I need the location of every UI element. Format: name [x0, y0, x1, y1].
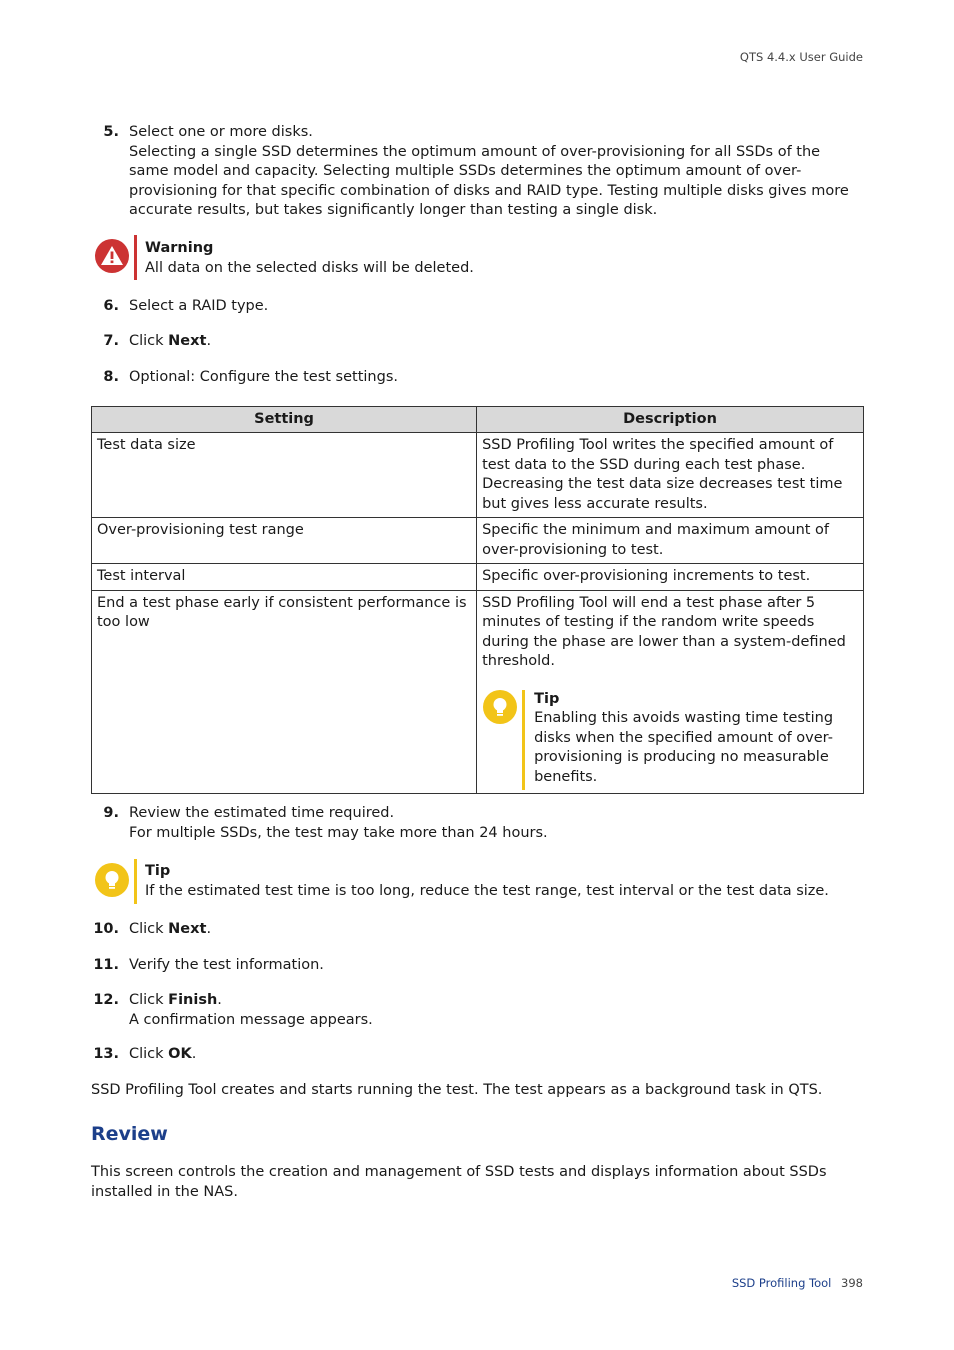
- footer-section-name: SSD Profiling Tool: [731, 1276, 832, 1290]
- tip-note-inline: [482, 690, 858, 790]
- step-description: Selecting a single SSD determines the optimum amount of over-provisioning for all SSDs of the same model and capacity. Selecting multiple SSDs determines the optimum amount of over-provisioning for that specific combination of disks and RAID type. Testing multiple disks gives more accurate results, but takes significantly longer than testing a single disk.: [129, 143, 849, 218]
- step-text-end: .: [206, 921, 212, 937]
- closing-paragraph: SSD Profiling Tool creates and starts running the test. The test appears as a background task in QTS.: [91, 1082, 823, 1098]
- step-text: Click: [129, 1046, 169, 1062]
- tip-bar: [522, 690, 525, 790]
- step-11: [91, 956, 863, 976]
- description-cell: Specific over-provisioning increments to test.: [477, 564, 864, 591]
- step-text: Optional: Configure the test settings.: [129, 369, 398, 385]
- table-header-row: [92, 407, 864, 433]
- page-footer: [732, 1276, 863, 1290]
- lightbulb-icon: [95, 863, 129, 897]
- running-header: QTS 4.4.x User Guide: [739, 50, 863, 64]
- step-6: [91, 297, 863, 317]
- step-7: [91, 332, 863, 352]
- step-text-end: .: [191, 1046, 197, 1062]
- tip-title: Tip: [534, 690, 560, 707]
- table-row: [92, 564, 864, 591]
- ui-label-next: Next: [168, 333, 207, 349]
- step-13: [91, 1045, 863, 1065]
- step-number: 8.: [103, 369, 119, 385]
- table-row: [92, 433, 864, 518]
- ui-label-next: Next: [168, 921, 207, 937]
- page-number: 398: [841, 1276, 863, 1290]
- step-number: 12.: [93, 992, 119, 1008]
- tip-text: Enabling this avoids wasting time testing disks when the specified amount of over-provisioning is producing no measurable benefits.: [534, 710, 834, 785]
- column-header-description: Description: [477, 407, 864, 433]
- step-text-end: .: [206, 333, 212, 349]
- tip-title: Tip: [145, 863, 171, 879]
- step-number: 13.: [93, 1046, 119, 1062]
- tip-note: [91, 859, 863, 904]
- tip-text: If the estimated test time is too long, reduce the test range, test interval or the test data size.: [145, 882, 829, 899]
- warning-note: [91, 235, 863, 280]
- description-cell: Specific the minimum and maximum amount of over-provisioning to test.: [477, 518, 864, 564]
- step-text: Click: [129, 992, 169, 1008]
- description-cell: [477, 590, 864, 793]
- tip-bar: [134, 859, 137, 904]
- review-paragraph: This screen controls the creation and management of SSD tests and displays information about SSDs installed in the NAS.: [91, 1164, 827, 1200]
- settings-table: [91, 406, 864, 794]
- step-number: 10.: [93, 921, 119, 937]
- setting-cell: Over-provisioning test range: [92, 518, 477, 564]
- column-header-setting: Setting: [92, 407, 477, 433]
- lightbulb-icon: [483, 690, 517, 724]
- step-9: [91, 804, 863, 843]
- step-number: 7.: [103, 333, 119, 349]
- table-row: [92, 518, 864, 564]
- step-text: Verify the test information.: [129, 957, 324, 973]
- step-number: 6.: [103, 298, 119, 314]
- setting-cell: Test data size: [92, 433, 477, 518]
- step-12: [91, 991, 863, 1030]
- step-text: Select a RAID type.: [129, 298, 269, 314]
- step-8: [91, 368, 863, 388]
- section-heading-review: Review: [91, 1123, 168, 1145]
- description-cell: SSD Profiling Tool writes the specified amount of test data to the SSD during each test phase. Decreasing the test data size decreases test time but gives less accurate results.: [477, 433, 864, 518]
- warning-text: All data on the selected disks will be deleted.: [145, 259, 474, 276]
- step-title: Review the estimated time required.: [129, 805, 395, 821]
- step-number: 5.: [103, 124, 119, 140]
- setting-cell: Test interval: [92, 564, 477, 591]
- ui-label-ok: OK: [168, 1046, 192, 1062]
- step-description: A confirmation message appears.: [129, 1011, 373, 1028]
- step-text-end: .: [217, 992, 222, 1008]
- step-title: Select one or more disks.: [129, 124, 313, 140]
- step-number: 11.: [93, 957, 119, 973]
- setting-cell: End a test phase early if consistent performance is too low: [92, 590, 477, 793]
- warning-bar: [134, 235, 137, 280]
- table-row: [92, 590, 864, 793]
- step-description: For multiple SSDs, the test may take more than 24 hours.: [129, 824, 548, 841]
- warning-icon: [95, 239, 129, 273]
- warning-title: Warning: [145, 240, 214, 256]
- step-text: Click: [129, 921, 169, 937]
- step-number: 9.: [103, 805, 119, 821]
- step-text: Click: [129, 333, 169, 349]
- description-text: SSD Profiling Tool will end a test phase after 5 minutes of testing if the random write speeds during the phase are lower than a system-defined threshold.: [482, 594, 846, 669]
- step-5: [91, 123, 863, 221]
- ui-label-finish: Finish: [168, 992, 218, 1008]
- step-10: [91, 920, 863, 940]
